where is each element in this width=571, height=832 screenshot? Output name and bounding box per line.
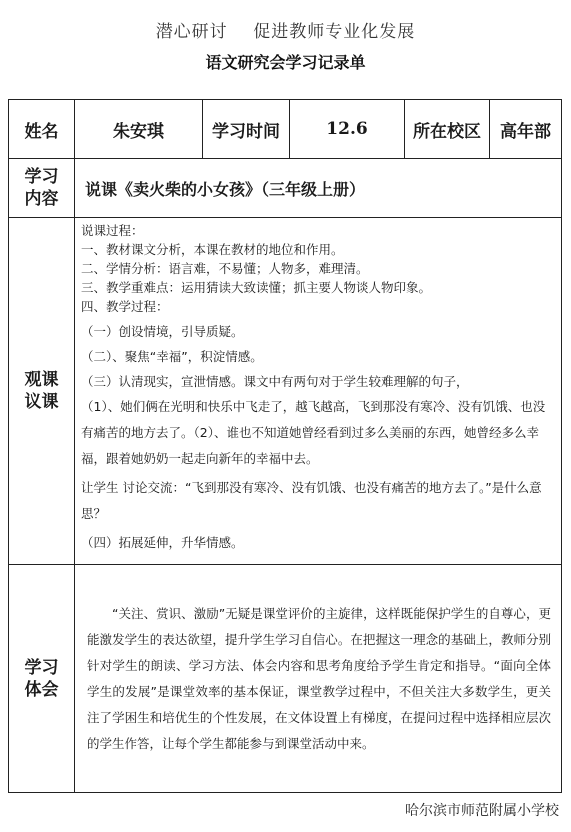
reflection-label — [9, 565, 75, 793]
reflection-label-line1: 学习 — [24, 657, 59, 678]
process-line: 二、学情分析：语言难，不易懂；人物多，难理清。 — [81, 261, 369, 276]
school-name: 哈尔滨市师范附属小学校 — [405, 803, 559, 819]
observation-content — [75, 218, 562, 565]
process-line: 说课过程： — [81, 223, 144, 238]
time-label: 学习时间 — [203, 100, 290, 159]
form-title: 语文研究会学习记录单 — [205, 53, 366, 72]
content-row — [9, 159, 562, 218]
record-table — [8, 99, 562, 793]
process-line: （三）认清现实，宣泄情感。课文中有两句对于学生较难理解的句子， — [81, 374, 469, 389]
observation-row — [9, 218, 562, 565]
motto-heading: 潜心研讨 促进教师专业化发展 — [155, 22, 416, 42]
process-discussion: 让学生 讨论交流：“飞到那没有寒冷、没有饥饿、也没有痛苦的地方去了。”是什么意思？ — [81, 480, 542, 521]
reflection-label-line2: 体会 — [24, 679, 59, 700]
reflection-text: “关注、赏识、激励”无疑是课堂评价的主旋律，这样既能保护学生的自尊心，更能激发学生的表达欲望，提升学生学习自信心。在把握这一理念的基础上，教师分别针对学生的朗读、学习方法、体会内容和思考角度给予学生肯定和指导。“面向全体学生的发展”是课堂效率的基本保证，课堂教学过程中，不但关注大多数学生，更关注了学困生和培优生的个性发展，在文体设置上有梯度，在提问过程中选择相应层次的学生作答，让每个学生都能参与到课堂活动中来。 — [75, 565, 562, 793]
content-value: 说课《卖火柴的小女孩》（三年级上册） — [75, 159, 562, 218]
info-row — [9, 100, 562, 159]
observation-label — [9, 218, 75, 565]
content-label-line1: 学习 — [24, 167, 59, 187]
process-line: 一、教材课文分析，本课在教材的地位和作用。 — [81, 242, 344, 257]
process-line: （一）创设情境，引导质疑。 — [81, 324, 244, 339]
process-line: 三、教学重难点：运用猜读大致读懂；抓主要人物谈人物印象。 — [81, 280, 432, 295]
campus-label: 所在校区 — [405, 100, 490, 159]
observation-label-line2: 议课 — [24, 392, 59, 412]
observation-label-line1: 观课 — [24, 370, 59, 390]
content-label-line2: 内容 — [24, 189, 59, 209]
process-line: （四）拓展延伸，升华情感。 — [81, 535, 244, 550]
name-label: 姓名 — [9, 100, 75, 159]
time-value: 12.6 — [290, 100, 405, 159]
process-line: （二）、聚焦“幸福”，积淀情感。 — [81, 349, 263, 364]
content-label — [9, 159, 75, 218]
reflection-row — [9, 565, 562, 793]
campus-value: 高年部 — [490, 100, 562, 159]
process-sentences: （1）、她们俩在光明和快乐中飞走了，越飞越高，飞到那没有寒冷、没有饥饿、也没有痛苦的地方去了。（2）、谁也不知道她曾经看到过多么美丽的东西，她曾经多么幸福，跟着她奶奶一起走向新年的幸福中去。 — [81, 399, 546, 466]
process-line: 四、教学过程： — [81, 299, 169, 314]
name-value: 朱安琪 — [75, 100, 203, 159]
